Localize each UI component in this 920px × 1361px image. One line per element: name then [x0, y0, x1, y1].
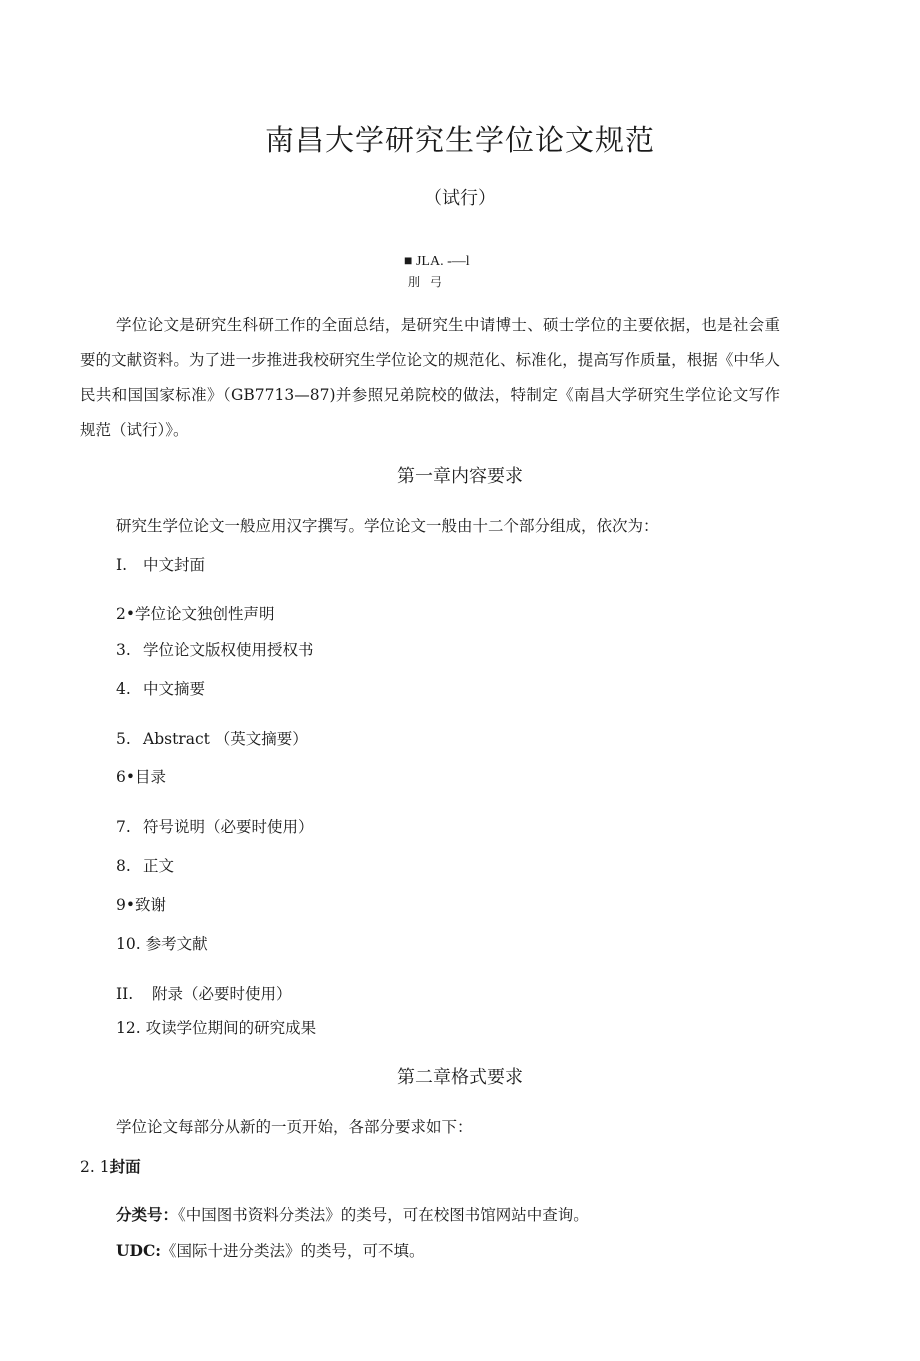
field-classification — [116, 1203, 589, 1225]
list-item — [116, 638, 314, 660]
list-item-number: 12. — [116, 1019, 141, 1037]
list-item-text: 学位论文独创性声明 — [135, 605, 275, 623]
list-item-text: 攻读学位期间的研究成果 — [145, 1019, 317, 1037]
list-item-text: 符号说明（必要时使用） — [143, 818, 314, 836]
list-item-text: 中文封面 — [143, 556, 206, 574]
list-item-number: II. — [116, 985, 134, 1003]
list-item — [116, 893, 166, 915]
list-item-text: 目录 — [135, 768, 167, 786]
list-item-number: 7. — [116, 818, 131, 836]
list-item-text: 致谢 — [135, 896, 167, 914]
list-item-number: 10. — [116, 935, 141, 953]
list-item-text: Abstract （英文摘要） — [143, 730, 308, 748]
list-item-number: 9• — [116, 896, 136, 914]
list-item-number: 2• — [116, 605, 136, 623]
section-number: 2. 1 — [80, 1158, 110, 1176]
field-label: 分类号： — [116, 1206, 179, 1224]
list-item-text: 正文 — [143, 857, 175, 875]
list-item-number: 6• — [116, 768, 136, 786]
list-item — [116, 602, 275, 624]
list-item-number: I. — [116, 556, 128, 574]
list-item — [116, 932, 208, 954]
list-item — [116, 815, 314, 837]
list-item-number: 5. — [116, 730, 131, 748]
list-item-number: 4. — [116, 680, 131, 698]
field-udc — [116, 1239, 425, 1261]
list-item — [116, 553, 205, 575]
field-label: UDC: — [116, 1241, 162, 1260]
field-text: 《中国图书资料分类法》的类号，可在校图书馆网站中查询。 — [178, 1206, 589, 1224]
intro-paragraph: 学位论文是研究生科研工作的全面总结，是研究生中请博士、硕士学位的主要依据，也是社会重要的文献资料。为了进一步推进我校研究生学位论文的规范化、标准化，提高写作质量，根据《中华人民共和国国家标准》（GB7713—87)并参照兄弟院校的做法，特制定《南昌大学研究生学位论文写作规范（试行）》。 — [80, 316, 780, 439]
list-item — [116, 727, 308, 749]
chapter1-heading: 第一章内容要求 — [397, 466, 523, 487]
list-item — [116, 854, 174, 876]
list-item-text: 参考文献 — [145, 935, 208, 953]
list-item-text: 学位论文版权使用授权书 — [143, 641, 314, 659]
list-item — [116, 765, 166, 787]
chapter1-lead: 研究生学位论文一般应用汉字撰写。学位论文一般由十二个部分组成，依次为： — [116, 517, 659, 535]
field-text: 《国际十进分类法》的类号，可不填。 — [161, 1242, 425, 1260]
preface-heading-garbled-2: 刖 弓 — [408, 275, 445, 289]
list-item — [116, 677, 205, 699]
section-title: 封面 — [109, 1158, 141, 1176]
preface-heading-garbled: ■ JLA. -—l — [404, 254, 470, 269]
list-item-number: 8. — [116, 857, 131, 875]
list-item-text: 附录（必要时使用） — [152, 985, 292, 1003]
chapter2-lead: 学位论文每部分从新的一页开始，各部分要求如下： — [116, 1118, 473, 1136]
list-item — [116, 1016, 316, 1038]
document-title: 南昌大学研究生学位论文规范 — [264, 123, 655, 157]
chapter2-heading: 第二章格式要求 — [397, 1067, 523, 1088]
list-item-text: 中文摘要 — [143, 680, 206, 698]
list-item-number: 3. — [116, 641, 131, 659]
section-heading — [80, 1155, 141, 1177]
document-subtitle: （试行） — [424, 188, 496, 209]
list-item — [116, 982, 292, 1004]
